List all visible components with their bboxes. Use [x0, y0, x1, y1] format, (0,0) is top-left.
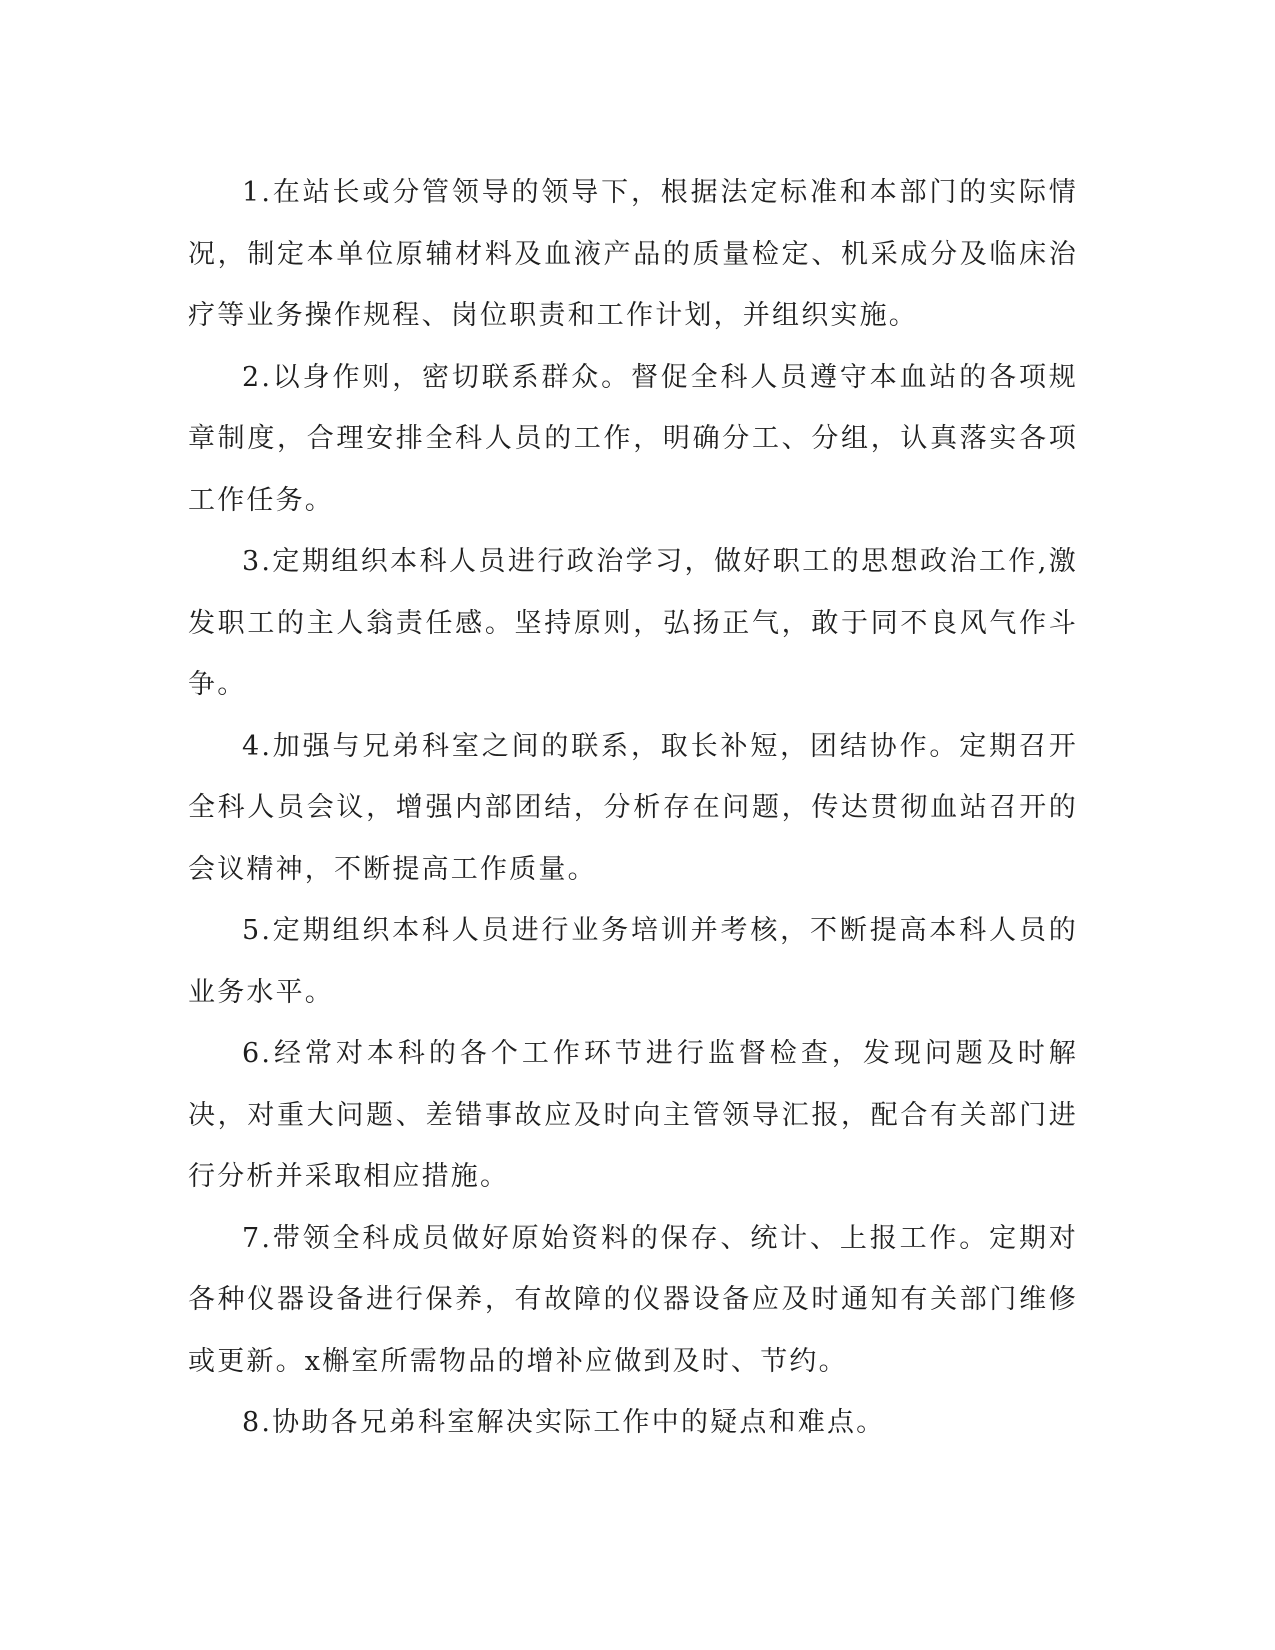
paragraph-2: 2.以身作则，密切联系群众。督促全科人员遵守本血站的各项规章制度，合理安排全科人员的工作，明确分工、分组，认真落实各项工作任务。	[188, 361, 1078, 516]
paragraph-3: 3.定期组织本科人员进行政治学习，做好职工的思想政治工作,激发职工的主人翁责任感。坚持原则，弘扬正气，敢于同不良风气作斗争。	[188, 546, 1078, 700]
paragraph-6: 6.经常对本科的各个工作环节进行监督检查，发现问题及时解决，对重大问题、差错事故应及时向主管领导汇报，配合有关部门进行分析并采取相应措施。	[188, 1038, 1078, 1192]
paragraph-5: 5.定期组织本科人员进行业务培训并考核，不断提高本科人员的业务水平。	[188, 915, 1078, 1008]
paragraph-4: 4.加强与兄弟科室之间的联系，取长补短，团结协作。定期召开全科人员会议，增强内部团结，分析存在问题，传达贯彻血站召开的会议精神，不断提高工作质量。	[188, 730, 1078, 885]
document-body	[188, 162, 1078, 1454]
paragraph-1: 1.在站长或分管领导的领导下，根据法定标准和本部门的实际情况，制定本单位原辅材料及血液产品的质量检定、机采成分及临床治疗等业务操作规程、岗位职责和工作计划，并组织实施。	[188, 177, 1078, 331]
paragraph-8: 8.协助各兄弟科室解决实际工作中的疑点和难点。	[242, 1407, 886, 1438]
paragraph-7: 7.带领全科成员做好原始资料的保存、统计、上报工作。定期对各种仪器设备进行保养，有故障的仪器设备应及时通知有关部门维修或更新。x槲室所需物品的增补应做到及时、节约。	[188, 1222, 1078, 1377]
